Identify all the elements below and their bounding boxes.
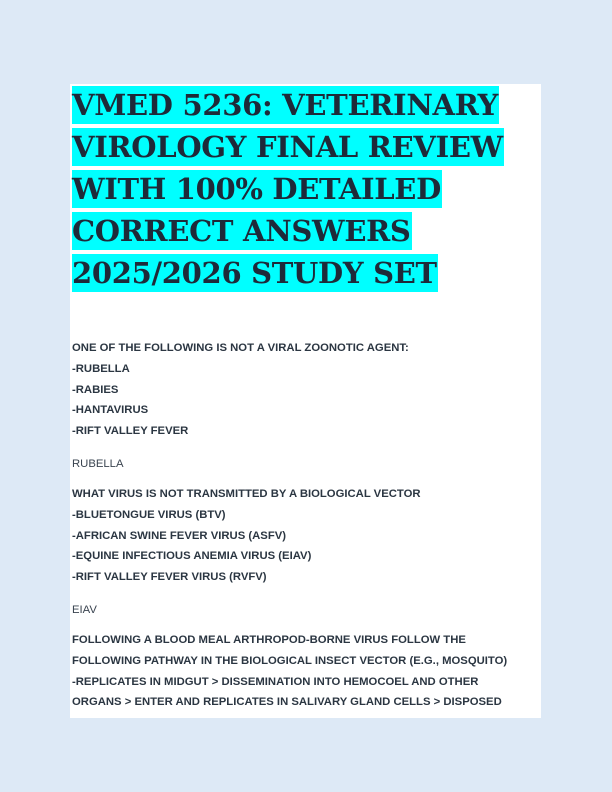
title-line: WITH 100% DETAILED [72, 172, 441, 206]
option-text: -RABIES [72, 383, 119, 396]
option-text: -RIFT VALLEY FEVER [72, 425, 189, 438]
question-text: WHAT VIRUS IS NOT TRANSMITTED BY A BIOLOGICAL VECTOR [72, 487, 421, 500]
document-body [72, 338, 540, 713]
document-title [72, 86, 540, 296]
question-text: ORGANS > ENTER AND REPLICATES IN SALIVARY GLAND CELLS > DISPOSED [72, 696, 502, 709]
option-text: -AFRICAN SWINE FEVER VIRUS (ASFV) [72, 529, 287, 542]
title-line: CORRECT ANSWERS [72, 214, 411, 248]
question-block-3 [72, 630, 540, 713]
question-text: FOLLOWING A BLOOD MEAL ARTHROPOD-BORNE VIRUS FOLLOW THE [72, 633, 466, 646]
option-text: -RUBELLA [72, 362, 130, 375]
question-text: -REPLICATES IN MIDGUT > DISSEMINATION INTO HEMOCOEL AND OTHER [72, 675, 479, 688]
title-line: 2025/2026 STUDY SET [72, 256, 437, 290]
answer-text: RUBELLA [72, 457, 124, 470]
question-text: FOLLOWING PATHWAY IN THE BIOLOGICAL INSECT VECTOR (E.G., MOSQUITO) [72, 654, 508, 667]
option-text: -RIFT VALLEY FEVER VIRUS (RVFV) [72, 571, 267, 584]
answer-text: EIAV [72, 603, 97, 616]
option-text: -BLUETONGUE VIRUS (BTV) [72, 508, 226, 521]
option-text: -HANTAVIRUS [72, 404, 149, 417]
question-block-2 [72, 484, 540, 620]
title-line: VMED 5236: VETERINARY [72, 88, 499, 122]
title-line: VIROLOGY FINAL REVIEW [72, 130, 503, 164]
question-block-1 [72, 338, 540, 474]
option-text: -EQUINE INFECTIOUS ANEMIA VIRUS (EIAV) [72, 550, 312, 563]
question-text: ONE OF THE FOLLOWING IS NOT A VIRAL ZOONOTIC AGENT: [72, 342, 409, 354]
document-page [70, 84, 541, 718]
